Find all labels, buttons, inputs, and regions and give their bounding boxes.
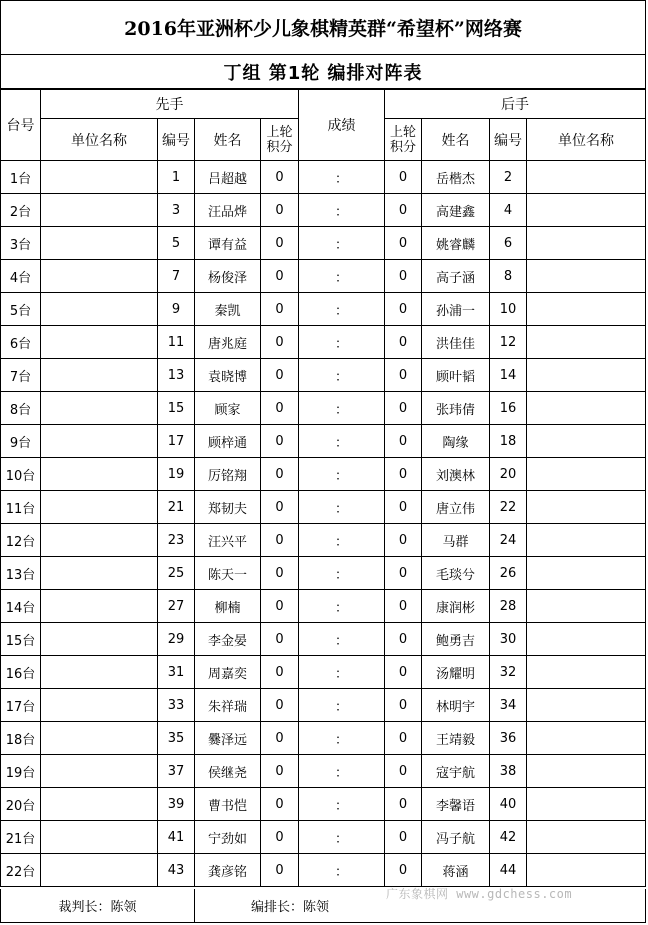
board-cell: 5台 — [1, 293, 41, 326]
result-cell: ： — [299, 854, 385, 887]
second-name-cell: 王靖毅 — [422, 722, 490, 755]
table-row — [1, 161, 646, 194]
second-name-cell: 汤耀明 — [422, 656, 490, 689]
first-unit-cell — [41, 260, 158, 293]
first-name-cell: 侯继尧 — [195, 755, 261, 788]
first-name-cell: 袁晓博 — [195, 359, 261, 392]
board-cell: 16台 — [1, 656, 41, 689]
first-name-cell: 秦凯 — [195, 293, 261, 326]
result-cell: ： — [299, 524, 385, 557]
result-cell: ： — [299, 425, 385, 458]
first-number-cell: 29 — [158, 623, 195, 656]
second-number-cell: 44 — [490, 854, 527, 887]
first-name-cell: 朱祥瑞 — [195, 689, 261, 722]
board-cell: 6台 — [1, 326, 41, 359]
header-first-unit: 单位名称 — [41, 119, 158, 161]
first-number-cell: 19 — [158, 458, 195, 491]
board-cell: 12台 — [1, 524, 41, 557]
board-cell: 8台 — [1, 392, 41, 425]
second-unit-cell — [527, 227, 646, 260]
board-cell: 14台 — [1, 590, 41, 623]
header-first-number: 编号 — [158, 119, 195, 161]
header-second-name: 姓名 — [422, 119, 490, 161]
first-number-cell: 25 — [158, 557, 195, 590]
first-unit-cell — [41, 326, 158, 359]
second-unit-cell — [527, 458, 646, 491]
first-unit-cell — [41, 722, 158, 755]
table-row — [1, 821, 646, 854]
result-cell: ： — [299, 788, 385, 821]
table-row — [1, 392, 646, 425]
second-score-cell: 0 — [385, 722, 422, 755]
second-score-cell: 0 — [385, 590, 422, 623]
first-score-cell: 0 — [261, 854, 299, 887]
first-score-cell: 0 — [261, 623, 299, 656]
first-score-cell: 0 — [261, 656, 299, 689]
first-score-cell: 0 — [261, 722, 299, 755]
second-unit-cell — [527, 590, 646, 623]
first-score-cell: 0 — [261, 425, 299, 458]
header-second-number: 编号 — [490, 119, 527, 161]
table-row — [1, 293, 646, 326]
result-cell: ： — [299, 689, 385, 722]
first-unit-cell — [41, 623, 158, 656]
first-name-cell: 顾梓通 — [195, 425, 261, 458]
board-cell: 10台 — [1, 458, 41, 491]
second-score-cell: 0 — [385, 326, 422, 359]
second-unit-cell — [527, 722, 646, 755]
chief-referee: 裁判长：陈领 — [1, 889, 195, 922]
table-row — [1, 722, 646, 755]
second-unit-cell — [527, 689, 646, 722]
first-unit-cell — [41, 524, 158, 557]
second-unit-cell — [527, 854, 646, 887]
second-score-cell: 0 — [385, 821, 422, 854]
second-number-cell: 32 — [490, 656, 527, 689]
first-number-cell: 7 — [158, 260, 195, 293]
header-board: 台号 — [1, 90, 41, 161]
second-unit-cell — [527, 359, 646, 392]
first-unit-cell — [41, 656, 158, 689]
first-unit-cell — [41, 821, 158, 854]
board-cell: 4台 — [1, 260, 41, 293]
result-cell: ： — [299, 260, 385, 293]
first-name-cell: 吕超越 — [195, 161, 261, 194]
second-score-cell: 0 — [385, 194, 422, 227]
second-name-cell: 毛琰兮 — [422, 557, 490, 590]
first-score-cell: 0 — [261, 557, 299, 590]
board-cell: 21台 — [1, 821, 41, 854]
second-score-cell: 0 — [385, 458, 422, 491]
second-name-cell: 洪佳佳 — [422, 326, 490, 359]
first-name-cell: 龚彦铭 — [195, 854, 261, 887]
first-number-cell: 33 — [158, 689, 195, 722]
table-row — [1, 260, 646, 293]
first-name-cell: 汪品烨 — [195, 194, 261, 227]
second-name-cell: 蒋涵 — [422, 854, 490, 887]
table-row — [1, 458, 646, 491]
board-cell: 17台 — [1, 689, 41, 722]
first-number-cell: 3 — [158, 194, 195, 227]
second-number-cell: 38 — [490, 755, 527, 788]
second-number-cell: 34 — [490, 689, 527, 722]
table-row — [1, 425, 646, 458]
table-row — [1, 557, 646, 590]
site-watermark: 广东象棋网 www.gdchess.com — [386, 887, 573, 901]
first-name-cell: 陈天一 — [195, 557, 261, 590]
second-unit-cell — [527, 656, 646, 689]
first-score-cell: 0 — [261, 689, 299, 722]
first-unit-cell — [41, 788, 158, 821]
second-unit-cell — [527, 260, 646, 293]
result-cell: ： — [299, 392, 385, 425]
second-number-cell: 40 — [490, 788, 527, 821]
result-cell: ： — [299, 623, 385, 656]
second-score-cell: 0 — [385, 755, 422, 788]
second-name-cell: 冯子航 — [422, 821, 490, 854]
table-row — [1, 788, 646, 821]
second-name-cell: 岳楷杰 — [422, 161, 490, 194]
second-name-cell: 林明宇 — [422, 689, 490, 722]
header-second-prev-score: 上轮积分 — [385, 119, 422, 161]
table-row — [1, 524, 646, 557]
first-unit-cell — [41, 491, 158, 524]
header-first-prev-score: 上轮积分 — [261, 119, 299, 161]
second-name-cell: 孙浦一 — [422, 293, 490, 326]
second-unit-cell — [527, 293, 646, 326]
board-cell: 22台 — [1, 854, 41, 887]
first-unit-cell — [41, 854, 158, 887]
second-unit-cell — [527, 425, 646, 458]
second-unit-cell — [527, 788, 646, 821]
first-unit-cell — [41, 161, 158, 194]
first-score-cell: 0 — [261, 590, 299, 623]
board-cell: 20台 — [1, 788, 41, 821]
second-unit-cell — [527, 194, 646, 227]
header-second-unit: 单位名称 — [527, 119, 646, 161]
first-score-cell: 0 — [261, 788, 299, 821]
header-first-player: 先手 — [41, 90, 299, 119]
table-row — [1, 689, 646, 722]
result-cell: ： — [299, 656, 385, 689]
table-row — [1, 590, 646, 623]
first-score-cell: 0 — [261, 359, 299, 392]
first-score-cell: 0 — [261, 227, 299, 260]
result-cell: ： — [299, 359, 385, 392]
table-row — [1, 854, 646, 887]
second-number-cell: 2 — [490, 161, 527, 194]
first-score-cell: 0 — [261, 326, 299, 359]
first-unit-cell — [41, 689, 158, 722]
second-number-cell: 10 — [490, 293, 527, 326]
second-number-cell: 6 — [490, 227, 527, 260]
second-score-cell: 0 — [385, 161, 422, 194]
table-row — [1, 491, 646, 524]
page-subtitle: 丁组 第1轮 编排对阵表 — [0, 55, 646, 89]
result-cell: ： — [299, 326, 385, 359]
second-score-cell: 0 — [385, 227, 422, 260]
second-score-cell: 0 — [385, 623, 422, 656]
second-score-cell: 0 — [385, 689, 422, 722]
result-cell: ： — [299, 755, 385, 788]
result-cell: ： — [299, 821, 385, 854]
pairing-rows — [1, 161, 646, 887]
second-name-cell: 李馨语 — [422, 788, 490, 821]
second-unit-cell — [527, 392, 646, 425]
first-number-cell: 11 — [158, 326, 195, 359]
first-score-cell: 0 — [261, 293, 299, 326]
board-cell: 1台 — [1, 161, 41, 194]
second-name-cell: 陶缘 — [422, 425, 490, 458]
second-number-cell: 36 — [490, 722, 527, 755]
second-number-cell: 12 — [490, 326, 527, 359]
second-unit-cell — [527, 326, 646, 359]
result-cell: ： — [299, 722, 385, 755]
second-number-cell: 18 — [490, 425, 527, 458]
first-unit-cell — [41, 359, 158, 392]
first-number-cell: 21 — [158, 491, 195, 524]
first-name-cell: 宁劲如 — [195, 821, 261, 854]
first-number-cell: 9 — [158, 293, 195, 326]
chief-arranger: 编排长：陈领 — [250, 900, 329, 915]
first-number-cell: 13 — [158, 359, 195, 392]
board-cell: 7台 — [1, 359, 41, 392]
second-number-cell: 20 — [490, 458, 527, 491]
result-cell: ： — [299, 557, 385, 590]
second-name-cell: 高建鑫 — [422, 194, 490, 227]
first-name-cell: 谭有益 — [195, 227, 261, 260]
first-number-cell: 35 — [158, 722, 195, 755]
second-number-cell: 16 — [490, 392, 527, 425]
first-number-cell: 37 — [158, 755, 195, 788]
second-score-cell: 0 — [385, 425, 422, 458]
first-number-cell: 23 — [158, 524, 195, 557]
table-row — [1, 227, 646, 260]
first-number-cell: 41 — [158, 821, 195, 854]
first-name-cell: 顾家 — [195, 392, 261, 425]
first-score-cell: 0 — [261, 524, 299, 557]
result-cell: ： — [299, 161, 385, 194]
first-unit-cell — [41, 293, 158, 326]
second-name-cell: 鲍勇吉 — [422, 623, 490, 656]
first-number-cell: 17 — [158, 425, 195, 458]
second-score-cell: 0 — [385, 854, 422, 887]
first-name-cell: 柳楠 — [195, 590, 261, 623]
page-title: 2016年亚洲杯少儿象棋精英群“希望杯”网络赛 — [0, 0, 646, 55]
first-number-cell: 27 — [158, 590, 195, 623]
first-score-cell: 0 — [261, 260, 299, 293]
second-score-cell: 0 — [385, 392, 422, 425]
result-cell: ： — [299, 491, 385, 524]
first-score-cell: 0 — [261, 491, 299, 524]
first-number-cell: 15 — [158, 392, 195, 425]
second-number-cell: 42 — [490, 821, 527, 854]
first-name-cell: 唐兆庭 — [195, 326, 261, 359]
first-unit-cell — [41, 194, 158, 227]
first-score-cell: 0 — [261, 821, 299, 854]
first-name-cell: 杨俊泽 — [195, 260, 261, 293]
board-cell: 2台 — [1, 194, 41, 227]
table-row — [1, 623, 646, 656]
first-score-cell: 0 — [261, 161, 299, 194]
pairing-table — [0, 89, 646, 887]
second-number-cell: 14 — [490, 359, 527, 392]
board-cell: 13台 — [1, 557, 41, 590]
second-score-cell: 0 — [385, 491, 422, 524]
table-row — [1, 656, 646, 689]
second-score-cell: 0 — [385, 788, 422, 821]
board-cell: 19台 — [1, 755, 41, 788]
second-score-cell: 0 — [385, 293, 422, 326]
first-name-cell: 厉铭翔 — [195, 458, 261, 491]
second-name-cell: 寇宇航 — [422, 755, 490, 788]
result-cell: ： — [299, 590, 385, 623]
second-unit-cell — [527, 557, 646, 590]
second-number-cell: 8 — [490, 260, 527, 293]
first-number-cell: 43 — [158, 854, 195, 887]
first-number-cell: 39 — [158, 788, 195, 821]
first-name-cell: 汪兴平 — [195, 524, 261, 557]
second-unit-cell — [527, 623, 646, 656]
first-score-cell: 0 — [261, 392, 299, 425]
second-score-cell: 0 — [385, 260, 422, 293]
result-cell: ： — [299, 293, 385, 326]
second-score-cell: 0 — [385, 656, 422, 689]
board-cell: 11台 — [1, 491, 41, 524]
board-cell: 9台 — [1, 425, 41, 458]
second-unit-cell — [527, 755, 646, 788]
second-name-cell: 刘澳林 — [422, 458, 490, 491]
first-score-cell: 0 — [261, 458, 299, 491]
second-unit-cell — [527, 524, 646, 557]
board-cell: 18台 — [1, 722, 41, 755]
first-name-cell: 曹书恺 — [195, 788, 261, 821]
first-number-cell: 5 — [158, 227, 195, 260]
header-second-player: 后手 — [385, 90, 646, 119]
second-name-cell: 康润彬 — [422, 590, 490, 623]
first-number-cell: 1 — [158, 161, 195, 194]
first-name-cell: 周嘉奕 — [195, 656, 261, 689]
second-name-cell: 马群 — [422, 524, 490, 557]
table-row — [1, 194, 646, 227]
first-score-cell: 0 — [261, 194, 299, 227]
first-unit-cell — [41, 590, 158, 623]
first-unit-cell — [41, 425, 158, 458]
result-cell: ： — [299, 227, 385, 260]
table-row — [1, 359, 646, 392]
first-name-cell: 郑韧夫 — [195, 491, 261, 524]
first-unit-cell — [41, 557, 158, 590]
second-number-cell: 30 — [490, 623, 527, 656]
first-unit-cell — [41, 227, 158, 260]
second-unit-cell — [527, 821, 646, 854]
second-unit-cell — [527, 491, 646, 524]
second-number-cell: 28 — [490, 590, 527, 623]
second-name-cell: 姚睿麟 — [422, 227, 490, 260]
second-score-cell: 0 — [385, 557, 422, 590]
second-name-cell: 张玮倩 — [422, 392, 490, 425]
header-first-name: 姓名 — [195, 119, 261, 161]
second-unit-cell — [527, 161, 646, 194]
first-score-cell: 0 — [261, 755, 299, 788]
result-cell: ： — [299, 194, 385, 227]
second-number-cell: 26 — [490, 557, 527, 590]
second-name-cell: 唐立伟 — [422, 491, 490, 524]
second-name-cell: 顾叶韬 — [422, 359, 490, 392]
first-unit-cell — [41, 755, 158, 788]
second-name-cell: 高子涵 — [422, 260, 490, 293]
board-cell: 3台 — [1, 227, 41, 260]
first-name-cell: 爨泽远 — [195, 722, 261, 755]
second-number-cell: 4 — [490, 194, 527, 227]
first-number-cell: 31 — [158, 656, 195, 689]
second-number-cell: 24 — [490, 524, 527, 557]
board-cell: 15台 — [1, 623, 41, 656]
first-unit-cell — [41, 392, 158, 425]
second-score-cell: 0 — [385, 359, 422, 392]
result-cell: ： — [299, 458, 385, 491]
header-result: 成绩 — [299, 90, 385, 161]
table-row — [1, 755, 646, 788]
second-number-cell: 22 — [490, 491, 527, 524]
first-unit-cell — [41, 458, 158, 491]
second-score-cell: 0 — [385, 524, 422, 557]
table-row — [1, 326, 646, 359]
first-name-cell: 李金晏 — [195, 623, 261, 656]
